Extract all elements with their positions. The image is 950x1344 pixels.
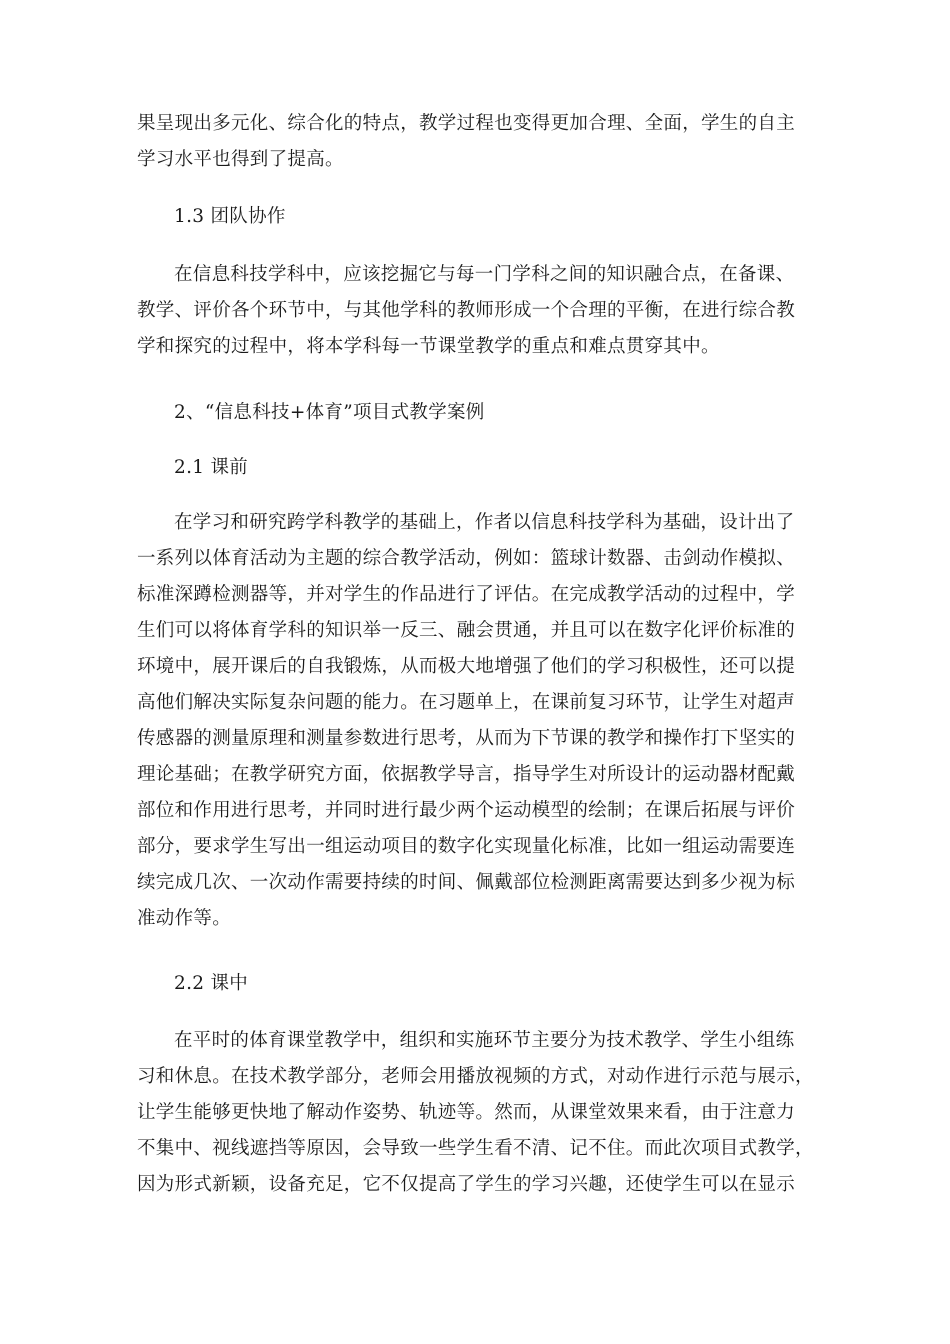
heading-text: 1.3 团队协作 xyxy=(174,206,286,227)
text-line: 让学生能够更快地了解动作姿势、轨迹等。然而，从课堂效果来看，由于注意力 xyxy=(137,1102,796,1123)
paragraph-pre-class xyxy=(137,505,817,937)
text-line: 不集中、视线遮挡等原因，会导致一些学生看不清、记不住。而此次项目式教学， xyxy=(137,1138,814,1159)
heading-text: 2.2 课中 xyxy=(174,973,249,994)
text-line: 传感器的测量原理和测量参数进行思考，从而为下节课的教学和操作打下坚实的 xyxy=(137,728,796,749)
text-line: 在平时的体育课堂教学中，组织和实施环节主要分为技术教学、学生小组练 xyxy=(174,1030,795,1051)
paragraph-teamwork xyxy=(137,257,817,365)
section-heading-1-3 xyxy=(137,199,817,235)
text-line: 学和探究的过程中，将本学科每一节课堂教学的重点和难点贯穿其中。 xyxy=(137,336,720,357)
text-line: 环境中，展开课后的自我锻炼，从而极大地增强了他们的学习积极性，还可以提 xyxy=(137,656,796,677)
text-line: 理论基础；在教学研究方面，依据教学导言，指导学生对所设计的运动器材配戴 xyxy=(137,764,796,785)
section-heading-2-1 xyxy=(137,450,817,486)
text-line: 一系列以体育活动为主题的综合教学活动，例如：篮球计数器、击剑动作模拟、 xyxy=(137,548,796,569)
text-line: 学习水平也得到了提高。 xyxy=(137,149,344,170)
text-line: 生们可以将体育学科的知识举一反三、融会贯通，并且可以在数字化评价标准的 xyxy=(137,620,796,641)
section-heading-2 xyxy=(137,395,817,431)
paragraph-intro-continuation xyxy=(137,106,817,178)
text-line: 教学、评价各个环节中，与其他学科的教师形成一个合理的平衡，在进行综合教 xyxy=(137,300,796,321)
text-line: 部分，要求学生写出一组运动项目的数字化实现量化标准，比如一组运动需要连 xyxy=(137,836,796,857)
text-line: 因为形式新颖，设备充足，它不仅提高了学生的学习兴趣，还使学生可以在显示 xyxy=(137,1174,796,1195)
text-line: 续完成几次、一次动作需要持续的时间、佩戴部位检测距离需要达到多少视为标 xyxy=(137,872,796,893)
paragraph-in-class xyxy=(137,1023,817,1203)
text-line: 准动作等。 xyxy=(137,908,232,929)
text-line: 习和休息。在技术教学部分，老师会用播放视频的方式，对动作进行示范与展示， xyxy=(137,1066,814,1087)
text-line: 高他们解决实际复杂问题的能力。在习题单上，在课前复习环节，让学生对超声 xyxy=(137,692,796,713)
heading-text: 2、“信息科技+体育”项目式教学案例 xyxy=(174,402,485,423)
text-line: 在信息科技学科中，应该挖掘它与每一门学科之间的知识融合点，在备课、 xyxy=(174,264,795,285)
text-line: 果呈现出多元化、综合化的特点，教学过程也变得更加合理、全面，学生的自主 xyxy=(137,113,796,134)
text-line: 标准深蹲检测器等，并对学生的作品进行了评估。在完成教学活动的过程中，学 xyxy=(137,584,796,605)
text-line: 在学习和研究跨学科教学的基础上，作者以信息科技学科为基础，设计出了 xyxy=(174,512,795,533)
heading-text: 2.1 课前 xyxy=(174,457,249,478)
text-line: 部位和作用进行思考，并同时进行最少两个运动模型的绘制；在课后拓展与评价 xyxy=(137,800,796,821)
section-heading-2-2 xyxy=(137,966,817,1002)
